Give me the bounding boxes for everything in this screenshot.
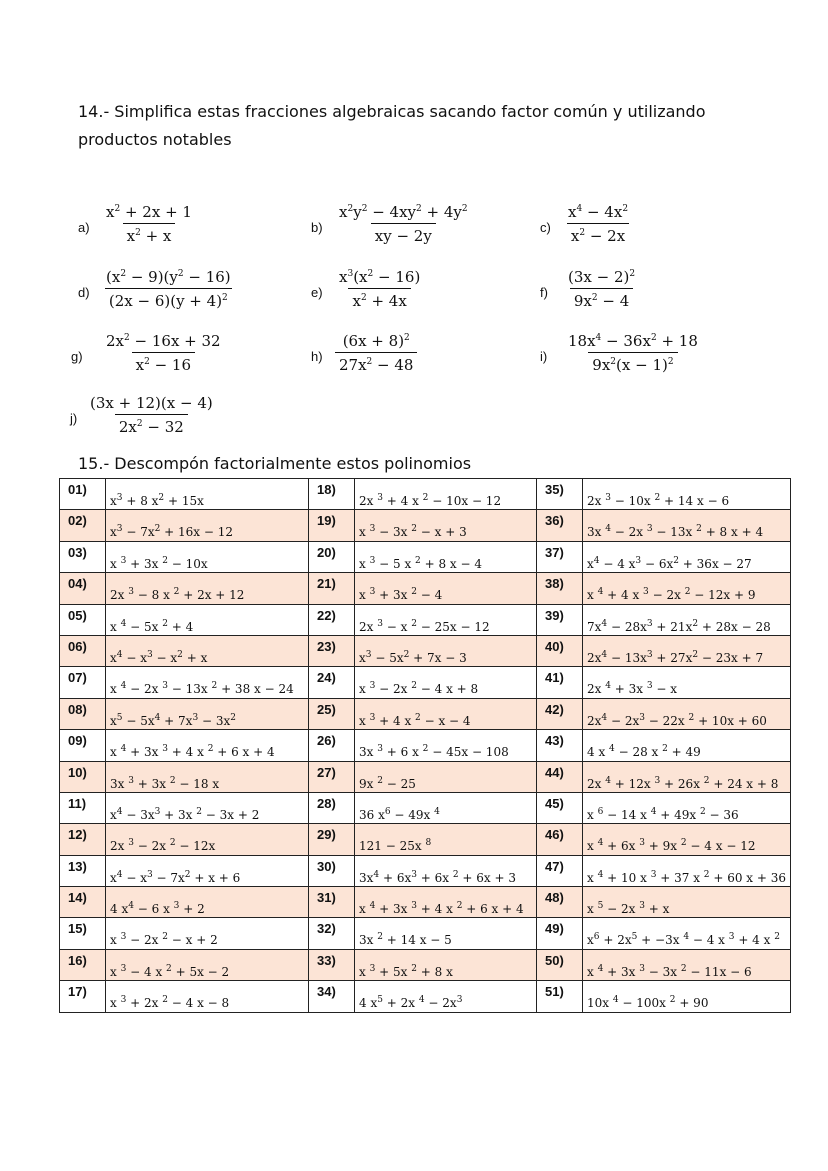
- polynomial: x $^4$ + 4 x $^3$ − 2x $^2$ − 12x + 9: [583, 573, 791, 604]
- polynomial: 2x $^3$ − 10x $^2$ + 14 x − 6: [583, 479, 791, 510]
- fraction: [102, 332, 225, 374]
- fraction-label: i): [540, 349, 548, 364]
- polynomials-table: [59, 478, 791, 1013]
- exercise-number: 01): [60, 479, 106, 510]
- table-row: [60, 667, 791, 698]
- polynomial: 3x $^3$ + 6 x $^2$ − 45x − 108: [355, 730, 537, 761]
- polynomial: x $^5$ − 2x $^3$ + x: [583, 887, 791, 918]
- exercise-number: 22): [309, 604, 355, 635]
- polynomial: x $^3$ − 3x $^2$ − x + 3: [355, 510, 537, 541]
- polynomial: x $^3$ + 4 x $^2$ − x − 4: [355, 698, 537, 729]
- exercise-14-title: 14.- Simplifica estas fracciones algebraicas sacando factor común y utilizando productos notables: [78, 102, 706, 149]
- fraction-label: d): [78, 285, 90, 300]
- polynomial: 4 $x^5 + 2x$ $^4 - 2x^3$: [355, 981, 537, 1012]
- exercise-number: 05): [60, 604, 106, 635]
- polynomial: 3x $^2$ + 14 x − 5: [355, 918, 537, 949]
- exercise-number: 25): [309, 698, 355, 729]
- table-row: [60, 824, 791, 855]
- exercise-number: 46): [537, 824, 583, 855]
- polynomial: $x^3 - 7x^2 + 16x - 12$: [106, 510, 309, 541]
- polynomial: x $^3$ + 5x $^2$ + 8 x: [355, 949, 537, 980]
- numerator: $x^3(x^2 - 16)$: [339, 268, 421, 286]
- polynomial: 10x $^4$ − 100x $^2$ + 90: [583, 981, 791, 1012]
- exercise-number: 13): [60, 855, 106, 886]
- exercise-number: 34): [309, 981, 355, 1012]
- table-row: [60, 887, 791, 918]
- polynomial: x $^3$ + 2x $^2$ − 4 x − 8: [106, 981, 309, 1012]
- exercise-number: 36): [537, 510, 583, 541]
- fraction-label: g): [71, 349, 83, 364]
- polynomial: 2x $^3$ + 4 x $^2$ − 10x − 12: [355, 479, 537, 510]
- table-row: [60, 949, 791, 980]
- denominator: $27x^2 - 48$: [335, 352, 417, 374]
- polynomial: x $^3$ + 3x $^2$ − 10x: [106, 541, 309, 572]
- numerator: $2x^2 - 16x + 32$: [106, 332, 221, 350]
- exercise-number: 12): [60, 824, 106, 855]
- polynomial: 2x $^3$ − 8 x $^2$ + 2x + 12: [106, 573, 309, 604]
- exercise-number: 41): [537, 667, 583, 698]
- table-row: [60, 479, 791, 510]
- exercise-number: 28): [309, 792, 355, 823]
- polynomial: 4 x $^4$ − 28 x $^2$ + 49: [583, 730, 791, 761]
- fraction: [335, 332, 417, 374]
- exercise-number: 50): [537, 949, 583, 980]
- exercise-number: 44): [537, 761, 583, 792]
- exercise-number: 30): [309, 855, 355, 886]
- polynomial: 36 $x^6 - 49x$ $^4$: [355, 792, 537, 823]
- table-row: [60, 761, 791, 792]
- exercise-number: 29): [309, 824, 355, 855]
- exercise-number: 38): [537, 573, 583, 604]
- numerator: $x^4 - 4x^2$: [568, 203, 629, 221]
- exercise-number: 39): [537, 604, 583, 635]
- polynomial: x $^3$ − 2x $^2$ − 4 x + 8: [355, 667, 537, 698]
- exercise-number: 10): [60, 761, 106, 792]
- fraction-label: a): [78, 220, 90, 235]
- numerator: $(3x - 2)^2$: [568, 268, 636, 286]
- polynomial: $7x^4 - 28x^3 + 21x^2 + 28x - 28$: [583, 604, 791, 635]
- polynomial: $2x^4 - 2x^3 - 22x$ $^2$ + 10x + 60: [583, 698, 791, 729]
- exercise-number: 19): [309, 510, 355, 541]
- exercise-number: 51): [537, 981, 583, 1012]
- exercise-number: 09): [60, 730, 106, 761]
- exercise-number: 04): [60, 573, 106, 604]
- fraction-label: f): [540, 285, 548, 300]
- polynomial: $x^5 - 5x^4 + 7x^3 - 3x^2$: [106, 698, 309, 729]
- denominator: $x^2 - 16$: [132, 352, 195, 374]
- polynomial: $3x^4 + 6x^3 + 6x$ $^2$ + 6x + 3: [355, 855, 537, 886]
- exercise-number: 35): [537, 479, 583, 510]
- exercise-number: 33): [309, 949, 355, 980]
- exercise-number: 27): [309, 761, 355, 792]
- denominator: $x^2 + x$: [123, 223, 176, 245]
- denominator: $9x^2 - 4$: [570, 288, 633, 310]
- denominator: $9x^2(x - 1)^2$: [588, 352, 677, 374]
- exercise-number: 20): [309, 541, 355, 572]
- polynomial: $x^4 - 3x^3 + 3x$ $^2$ − 3x + 2: [106, 792, 309, 823]
- polynomial: 2x $^4$ + 12x $^3$ + 26x $^2$ + 24 x + 8: [583, 761, 791, 792]
- numerator: $(x^2 - 9)(y^2 - 16)$: [106, 268, 231, 286]
- exercise-number: 45): [537, 792, 583, 823]
- polynomial: x $^4$ − 5x $^2$ + 4: [106, 604, 309, 635]
- exercise-number: 11): [60, 792, 106, 823]
- polynomial: $x^4 - 4$ $x^3 - 6x^2 + 36x - 27$: [583, 541, 791, 572]
- fraction: [564, 268, 639, 310]
- exercise-number: 17): [60, 981, 106, 1012]
- exercise-number: 40): [537, 635, 583, 666]
- polynomial: x $^4$ + 3x $^3$ − 3x $^2$ − 11x − 6: [583, 949, 791, 980]
- polynomial: $x^4 - x^3 - x^2 + x$: [106, 635, 309, 666]
- fraction-label: b): [311, 220, 323, 235]
- table-row: [60, 541, 791, 572]
- exercise-number: 18): [309, 479, 355, 510]
- polynomial: x $^4$ − 2x $^3$ − 13x $^2$ + 38 x − 24: [106, 667, 309, 698]
- exercise-number: 02): [60, 510, 106, 541]
- fraction: [102, 203, 196, 245]
- exercise-number: 31): [309, 887, 355, 918]
- polynomial: 2x $^3$ − 2x $^2$ − 12x: [106, 824, 309, 855]
- denominator: $2x^2 - 32$: [115, 414, 188, 436]
- polynomial: 3x $^4$ − 2x $^3$ − 13x $^2$ + 8 x + 4: [583, 510, 791, 541]
- numerator: $x^2 + 2x + 1$: [106, 203, 192, 221]
- polynomial: x $^3$ − 5 x $^2$ + 8 x − 4: [355, 541, 537, 572]
- exercise-number: 06): [60, 635, 106, 666]
- polynomial: x $^3$ − 2x $^2$ − x + 2: [106, 918, 309, 949]
- fraction-label: j): [70, 411, 78, 426]
- table-row: [60, 510, 791, 541]
- fraction-label: c): [540, 220, 551, 235]
- exercise-number: 47): [537, 855, 583, 886]
- polynomial: 121 − 25x $^8$: [355, 824, 537, 855]
- numerator: (3x + 12)(x − 4): [90, 394, 213, 412]
- polynomial: x $^6$ − 14 x $^4$ + 49x $^2$ − 36: [583, 792, 791, 823]
- table-row: [60, 855, 791, 886]
- exercise-number: 32): [309, 918, 355, 949]
- fraction-label: e): [311, 285, 323, 300]
- exercise-number: 42): [537, 698, 583, 729]
- polynomial: 2x $^4$ + 3x $^3$ − x: [583, 667, 791, 698]
- exercise-number: 24): [309, 667, 355, 698]
- exercise-number: 48): [537, 887, 583, 918]
- polynomial: x $^4$ + 3x $^3$ + 4 x $^2$ + 6 x + 4: [106, 730, 309, 761]
- table-row: [60, 698, 791, 729]
- polynomial: 4 $x^4 - 6$ x $^3$ + 2: [106, 887, 309, 918]
- polynomial: 3x $^3$ + 3x $^2$ − 18 x: [106, 761, 309, 792]
- polynomial: x $^4$ + 10 x $^3$ + 37 x $^2$ + 60 x + 36: [583, 855, 791, 886]
- exercise-15-title: 15.- Descompón factorialmente estos polinomios: [78, 454, 472, 473]
- polynomial: x $^3$ + 3x $^2$ − 4: [355, 573, 537, 604]
- table-row: [60, 604, 791, 635]
- polynomial: x $^4$ + 3x $^3$ + 4 x $^2$ + 6 x + 4: [355, 887, 537, 918]
- denominator: $x^2 + 4x$: [348, 288, 410, 310]
- exercise-number: 07): [60, 667, 106, 698]
- polynomial: $x^4 - x^3 - 7x^2 + x + 6$: [106, 855, 309, 886]
- fraction: [564, 203, 632, 245]
- exercise-number: 08): [60, 698, 106, 729]
- fraction: [86, 394, 217, 436]
- fraction: [102, 268, 235, 310]
- table-row: [60, 981, 791, 1012]
- table-row: [60, 918, 791, 949]
- exercise-number: 23): [309, 635, 355, 666]
- table-row: [60, 730, 791, 761]
- fraction-label: h): [311, 349, 323, 364]
- exercise-number: 03): [60, 541, 106, 572]
- numerator: $18x^4 - 36x^2 + 18$: [568, 332, 698, 350]
- table-row: [60, 792, 791, 823]
- exercise-number: 37): [537, 541, 583, 572]
- denominator: $(2x - 6)(y + 4)^2$: [105, 288, 232, 310]
- polynomial: $x^3 + 8$ $x^2 + 15x$: [106, 479, 309, 510]
- polynomial: $x^3 - 5x^2 + 7x - 3$: [355, 635, 537, 666]
- polynomial: 2x $^3$ − x $^2$ − 25x − 12: [355, 604, 537, 635]
- fraction: [335, 268, 424, 310]
- exercise-number: 43): [537, 730, 583, 761]
- exercise-number: 15): [60, 918, 106, 949]
- exercise-number: 21): [309, 573, 355, 604]
- fraction: [564, 332, 702, 374]
- polynomial: $x^6 + 2x^5 + -3x$ $^4$ − 4 x $^3$ + 4 x $^2$: [583, 918, 791, 949]
- numerator: $(6x + 8)^2$: [342, 332, 410, 350]
- fraction: [335, 203, 472, 245]
- polynomials-table-body: [60, 479, 791, 1013]
- polynomial: 9x $^2$ − 25: [355, 761, 537, 792]
- table-row: [60, 573, 791, 604]
- polynomial: x $^3$ − 4 x $^2$ + 5x − 2: [106, 949, 309, 980]
- polynomial: x $^4$ + 6x $^3$ + 9x $^2$ − 4 x − 12: [583, 824, 791, 855]
- exercise-number: 26): [309, 730, 355, 761]
- table-row: [60, 635, 791, 666]
- exercise-number: 14): [60, 887, 106, 918]
- numerator: $x^2y^2 - 4xy^2 + 4y^2$: [339, 203, 468, 221]
- denominator: $x^2 - 2x$: [567, 223, 629, 245]
- polynomial: $2x^4 - 13x^3 + 27x^2 - 23x + 7$: [583, 635, 791, 666]
- exercise-number: 49): [537, 918, 583, 949]
- exercise-number: 16): [60, 949, 106, 980]
- denominator: xy − 2y: [371, 223, 436, 245]
